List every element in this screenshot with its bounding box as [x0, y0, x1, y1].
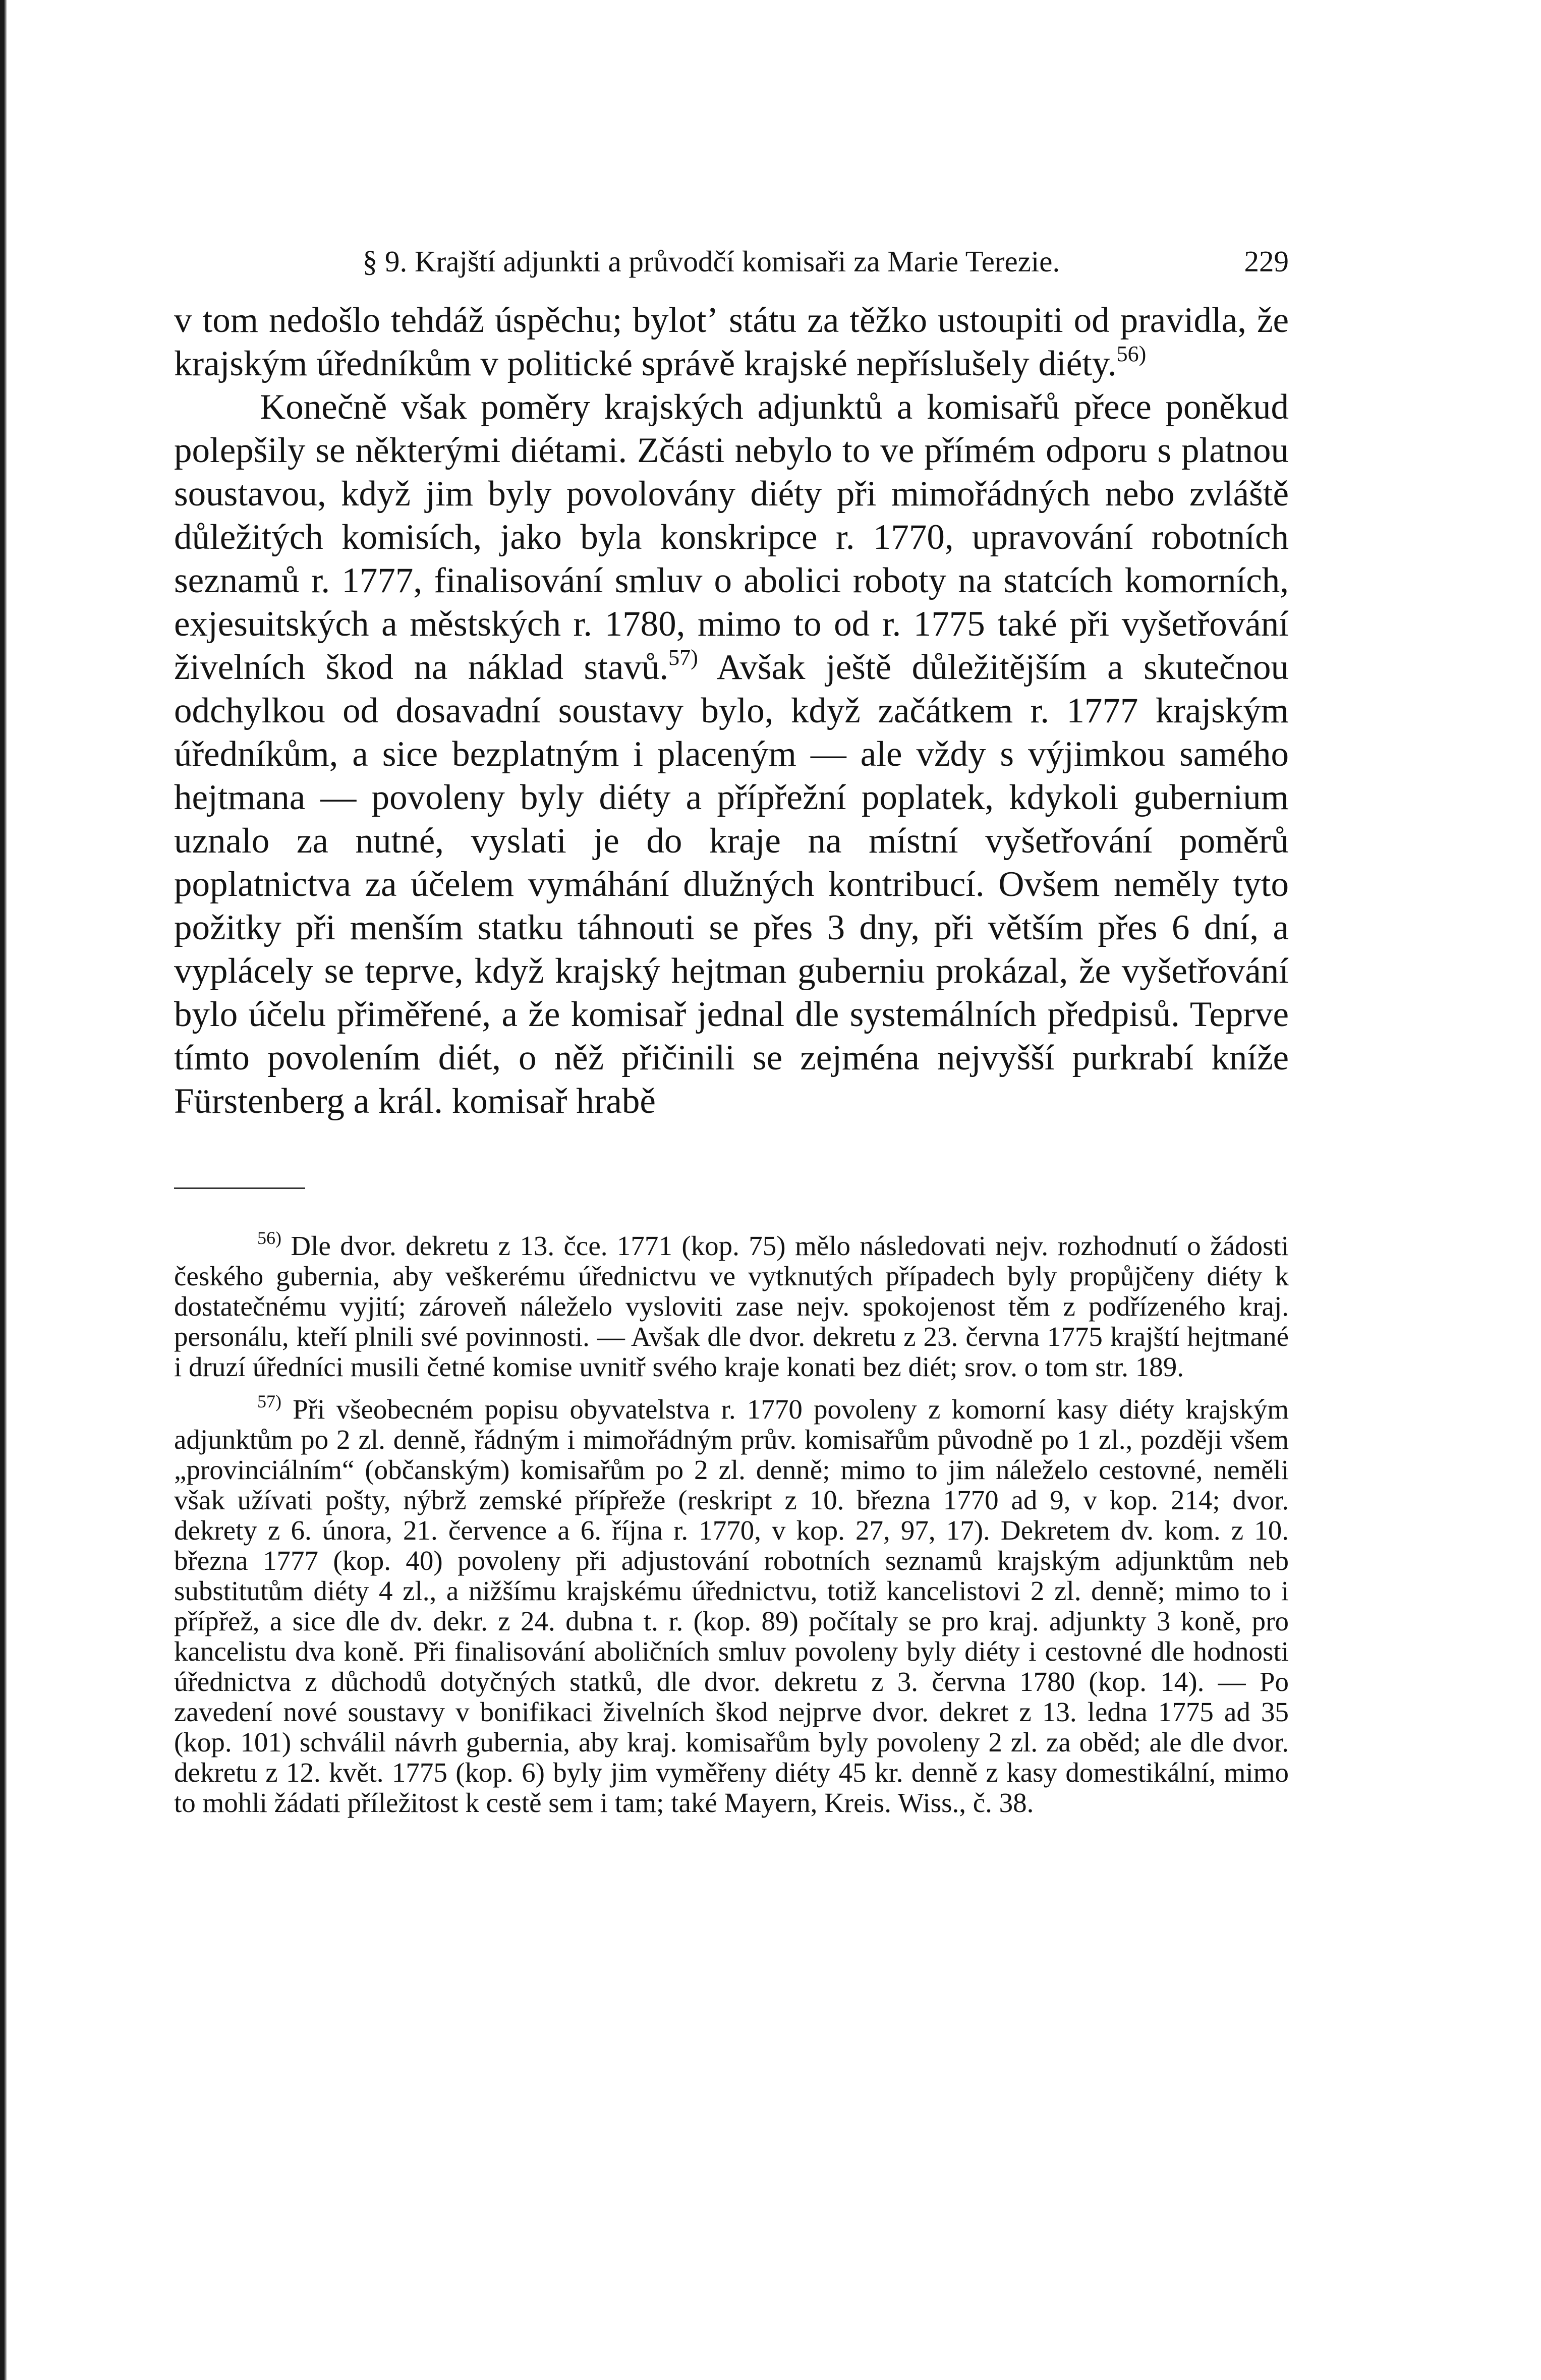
scan-page-edge [0, 0, 7, 2380]
running-title: § 9. Krajští adjunkti a průvodčí komisaři za Marie Terezie. [362, 244, 1060, 278]
footnote-text: Dle dvor. dekretu z 13. čce. 1771 (kop. 75) mělo následovati nejv. rozhodnutí o žádosti českého gubernia, aby veškerému úřednictvu ve vytknutých případech byly propůjčeny diéty k dostatečnému vyjití; zároveň náleželo vysloviti zase nejv. spokojenost těm z podřízeného kraj. personálu, kteří plnili své povinnosti. — Avšak dle dvor. dekretu z 23. června 1775 krajští hejtmané i druzí úředníci musili četné komise uvnitř svého kraje konati bez diét; srov. o tom str. 189. [174, 1230, 1289, 1382]
footnote-57 [174, 1391, 1289, 1818]
paragraph-2-text-a: Konečně však poměry krajských adjunktů a komisařů přece poněkud polepšily se některými diétami. Zčásti nebylo to ve přímém odporu s platnou soustavou, když jim byly povolovány diéty při mimořádných nebo zvláště důležitých komisích, jako byla konskripce r. 1770, upravování robotních seznamů r. 1777, finalisování smluv o abolici roboty na statcích komorních, exjesuitských a městských r. 1780, mimo to od r. 1775 také při vyšetřování živelních škod na náklad stavů. [174, 387, 1289, 687]
footnote-56 [174, 1228, 1289, 1382]
footnotes [174, 1228, 1289, 1830]
footnote-divider [174, 1187, 305, 1189]
footnote-mark: 57) [257, 1391, 281, 1411]
paragraph-1-text: v tom nedošlo tehdáž úspěchu; bylotʼ státu za těžko ustoupiti od pravidla, že krajským úředníkům v politické správě krajské nepříslušely diéty. [174, 301, 1289, 383]
footnote-ref-56: 56) [1116, 342, 1147, 366]
body-paragraph-2 [174, 385, 1289, 1123]
body-paragraph-1 [174, 299, 1289, 385]
footnote-ref-57: 57) [668, 645, 698, 670]
running-header [174, 241, 1289, 281]
paragraph-2-text-b: Avšak ještě důležitějším a skutečnou odchylkou od dosavadní soustavy bylo, když začátkem r. 1777 krajským úředníkům, a sice bezplatným i placeným — ale vždy s výjimkou samého hejtmana — povoleny byly diéty a přípřežní poplatek, kdykoli gubernium uznalo za nutné, vyslati je do kraje na místní vyšetřování poměrů poplatnictva za účelem vymáhání dlužných kontribucí. Ovšem neměly tyto požitky při menším statku táhnouti se přes 3 dny, při větším přes 6 dní, a vyplácely se teprve, když krajský hejtman guberniu prokázal, že vyšetřování bylo účelu přiměřené, a že komisař jednal dle systemálních předpisů. Teprve tímto povolením diét, o něž přičinili se zejména nejvyšší purkrabí kníže Fürstenberg a král. komisař hrabě [174, 648, 1289, 1121]
footnote-text: Při všeobecném popisu obyvatelstva r. 1770 povoleny z komorní kasy diéty krajským adjunktům po 2 zl. denně, řádným i mimořádným prův. komisařům původně po 1 zl., později všem „provinciálním“ (občanským) komisařům po 2 zl. denně; mimo to jim náleželo cestovné, neměli však užívati pošty, nýbrž zemské přípřeže (reskript z 10. března 1770 ad 9, v kop. 214; dvor. dekrety z 6. února, 21. července a 6. října r. 1770, v kop. 27, 97, 17). Dekretem dv. kom. z 10. března 1777 (kop. 40) povoleny při adjustování robotních seznamů krajským adjunktům neb substitutům diéty 4 zl., a nižšímu krajskému úřednictvu, totiž kancelistovi 2 zl. denně; mimo to i přípřež, a sice dle dv. dekr. z 24. dubna t. r. (kop. 89) počítaly se pro kraj. adjunkty 3 koně, pro kancelistu dva koně. Při finalisování aboličních smluv povoleny byly diéty i cestovné dle hodnosti úřednictva z důchodů dotyčných statků, dle dvor. dekretu z 3. června 1780 (kop. 14). — Po zavedení nové soustavy v bonifikaci živelních škod nejprve dvor. dekret z 13. ledna 1775 ad 35 (kop. 101) schválil návrh gubernia, aby kraj. komisařům byly povoleny 2 zl. za oběd; ale dle dvor. dekretu z 12. květ. 1775 (kop. 6) byly jim vyměřeny diéty 45 kr. denně z kasy domestikální, mimo to mohli žádati příležitost k cestě sem i tam; také Mayern, Kreis. Wiss., č. 38. [174, 1394, 1289, 1818]
page-number: 229 [1244, 244, 1289, 278]
footnote-mark: 56) [257, 1228, 281, 1248]
main-text [174, 299, 1289, 1123]
